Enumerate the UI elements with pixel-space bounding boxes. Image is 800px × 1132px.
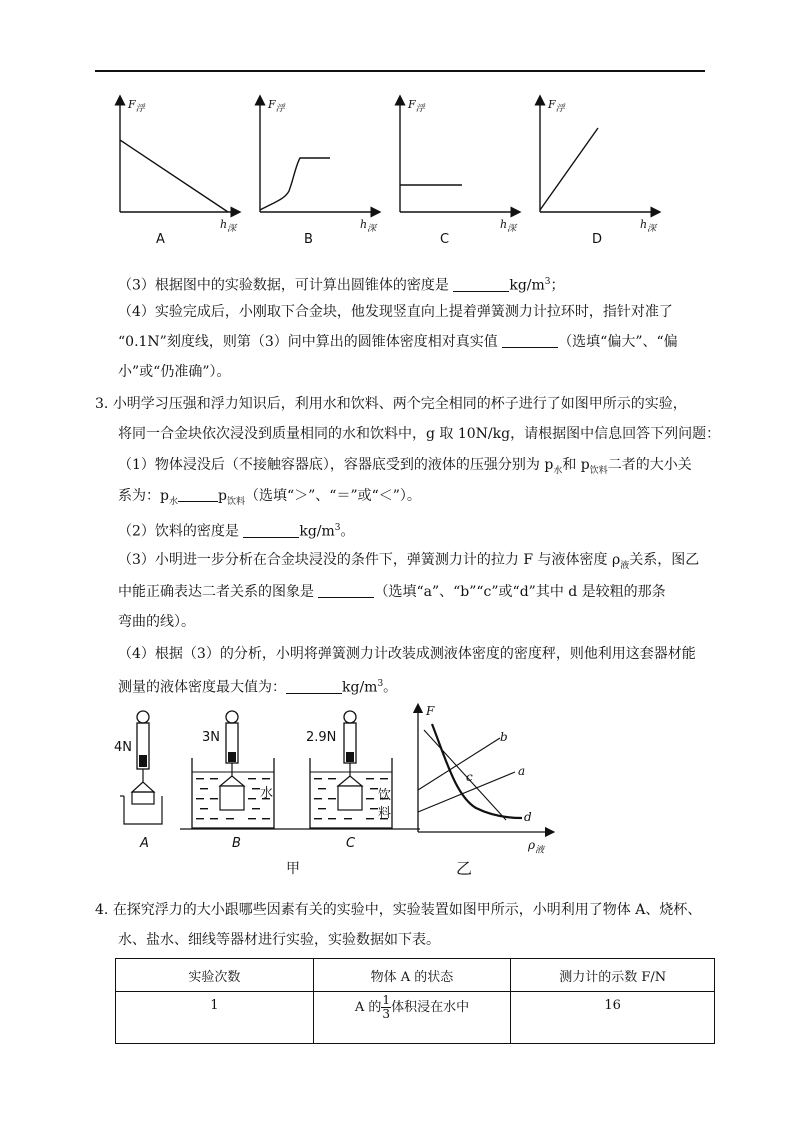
q2-part4-line3: 小”或“仍准确”）。 xyxy=(118,364,231,380)
q3-part3-line2: 中能正确表达二者关系的图象是 （选填“a”、“b”“c”或“d”其中 d 是较粗的那条 xyxy=(118,584,666,600)
yi-label-a: a xyxy=(518,764,526,778)
cell-reading: 16 xyxy=(511,992,715,1044)
table-row xyxy=(116,992,715,1044)
q2-part3-blank xyxy=(453,277,509,292)
graph-b-line xyxy=(260,158,330,210)
graph-c-x-label: $h_深$ xyxy=(500,218,517,235)
q4-stem-line2: 水、盐水、细线等器材进行实验，实验数据如下表。 xyxy=(118,932,440,948)
apparatus-b xyxy=(192,711,274,828)
graph-a-y-label: $F_浮$ xyxy=(128,98,145,115)
yi-x-label: $\rho_液$ xyxy=(528,838,545,856)
figure-yi-graph xyxy=(410,700,560,850)
reading-b: 3N xyxy=(202,730,220,745)
header-state: 物体 A 的状态 xyxy=(313,959,511,992)
label-water: 水 xyxy=(260,786,274,801)
apparatus-label-b: B xyxy=(232,836,241,851)
apparatus-label-a: A xyxy=(140,836,149,851)
graph-b-caption: B xyxy=(304,232,313,247)
q3-part3-line3: 弯曲的线）。 xyxy=(118,614,195,630)
label-drink-1: 饮 xyxy=(378,788,392,803)
q4-data-table xyxy=(115,958,715,1044)
graph-d-caption: D xyxy=(592,232,603,247)
graph-b-x-label: $h_深$ xyxy=(360,218,377,235)
graph-a-caption: A xyxy=(156,232,165,247)
q3-part4-blank xyxy=(286,679,342,694)
q3-stem-line1: 3. 小明学习压强和浮力知识后，利用水和饮料、两个完全相同的杯子进行了如图甲所示的实验， xyxy=(95,396,687,412)
graph-d-x-label: $h_深$ xyxy=(640,218,657,235)
reading-a: 4N xyxy=(114,740,132,755)
header-count: 实验次数 xyxy=(116,959,314,992)
q3-part1-line1: （1）物体浸没后（不接触容器底），容器底受到的液体的压强分别为 $p_水$和 $p_{饮料}$二者的大小关 xyxy=(118,457,692,476)
yi-label-c: c xyxy=(466,770,473,784)
table-header-row xyxy=(116,959,715,992)
graph-c-caption: C xyxy=(440,232,450,247)
q3-stem-line2: 将同一合金块依次浸没到质量相同的水和饮料中，g 取 10N/kg，请根据图中信息回答下列问题： xyxy=(118,426,721,442)
q3-part3-line1: （3）小明进一步分析在合金块浸没的条件下，弹簧测力计的拉力 F 与液体密度 $\rho_液$关系，图乙 xyxy=(118,552,700,571)
q2-part4-line2: “0.1N”刻度线，则第（3）问中算出的圆锥体密度相对真实值 （选填“偏大”、“偏 xyxy=(118,334,678,350)
yi-label-b: b xyxy=(500,730,508,744)
line-c xyxy=(424,730,506,820)
graph-b xyxy=(260,100,376,212)
graph-b-y-label: $F_浮$ xyxy=(268,98,285,115)
figure-jia-caption: 甲 xyxy=(286,861,300,877)
header-rule xyxy=(95,70,705,72)
q3-part1-blank xyxy=(178,487,218,502)
graph-a-line xyxy=(120,140,228,212)
label-drink-2: 料 xyxy=(378,806,392,821)
graph-d-y-label: $F_浮$ xyxy=(548,98,565,115)
q3-part4-line1: （4）根据（3）的分析，小明将弹簧测力计改装成测液体密度的密度秤，则他利用这套器材能 xyxy=(118,646,696,662)
header-reading: 测力计的示数 F/N xyxy=(511,959,715,992)
graph-a-x-label: $h_深$ xyxy=(220,218,237,235)
cell-state: A 的 $\frac{1}{3}$ 体积浸在水中 xyxy=(313,992,511,1044)
graph-c-y-label: $F_浮$ xyxy=(408,98,425,115)
graph-a xyxy=(120,100,236,212)
yi-label-d: d xyxy=(524,810,532,824)
line-d xyxy=(432,724,522,818)
graph-d-line xyxy=(540,128,598,210)
q3-part1-line2: 系为：$p_水$ $p_{饮料}$（选填“＞”、“＝”或“＜”）。 xyxy=(118,488,421,507)
q3-part2: （2）饮料的密度是 $kg/m^3$。 xyxy=(118,523,355,540)
yi-y-label: F xyxy=(426,704,435,718)
q3-part4-line2: 测量的液体密度最大值为： $kg/m^3$。 xyxy=(118,679,398,696)
q3-part2-blank xyxy=(243,523,299,538)
q4-stem-line1: 4. 在探究浮力的大小跟哪些因素有关的实验中，实验装置如图甲所示，小明利用了物体 A、烧杯、 xyxy=(95,902,702,918)
figure-yi-caption: 乙 xyxy=(456,859,473,878)
q3-part3-blank xyxy=(318,583,374,598)
reading-c: 2.9N xyxy=(306,730,337,745)
q2-part4-line1: （4）实验完成后，小刚取下合金块，他发现竖直向上提着弹簧测力计拉环时，指针对准了 xyxy=(118,304,673,320)
graph-c xyxy=(400,100,516,212)
apparatus-label-c: C xyxy=(346,836,356,851)
line-b xyxy=(418,738,500,790)
q2-part4-blank xyxy=(502,333,558,348)
apparatus-a xyxy=(120,711,162,824)
q2-part3: （3）根据图中的实验数据，可计算出圆锥体的密度是 $kg/m^3$； xyxy=(118,277,565,294)
cell-count: 1 xyxy=(116,992,314,1044)
fraction: $\frac{1}{3}$ xyxy=(382,993,391,1021)
figure-jia-apparatus xyxy=(110,710,420,850)
graph-d xyxy=(540,100,656,212)
